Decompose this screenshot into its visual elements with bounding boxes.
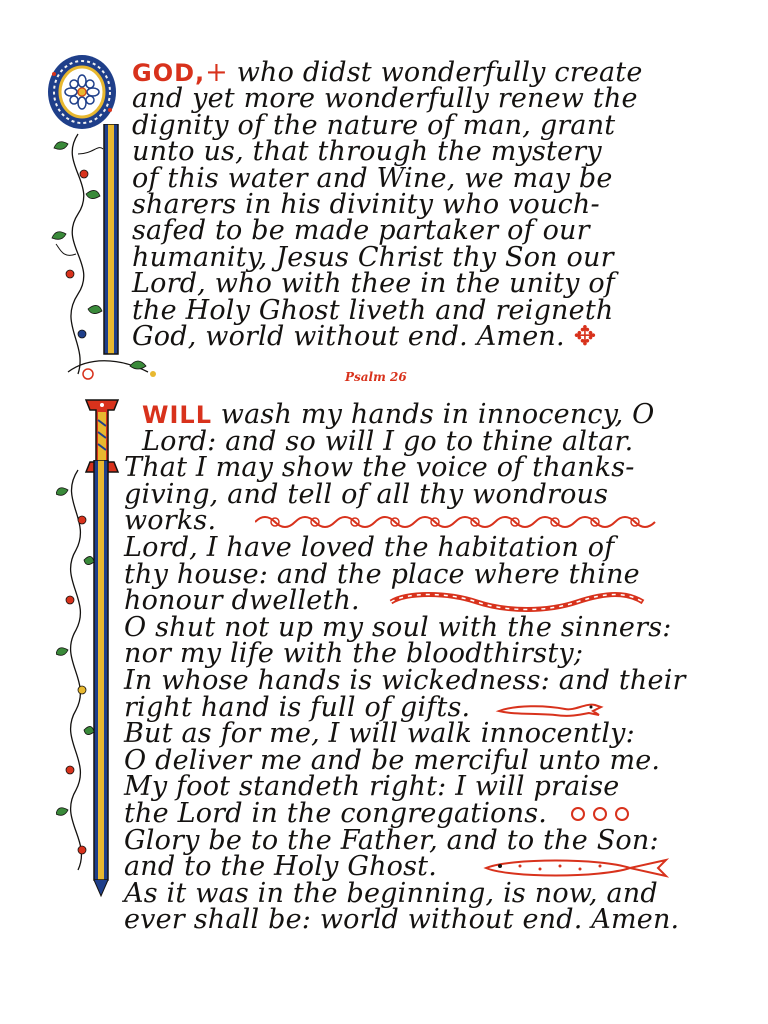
prayer-line: Lord, who with thee in the unity of — [132, 268, 615, 300]
prayer-line: dignity of the nature of man, grant — [132, 109, 616, 141]
psalm-line: and to the Holy Ghost. — [124, 854, 704, 881]
serpent-line-filler — [387, 592, 647, 612]
prayer-line: sharers in his divinity who vouch- — [132, 189, 600, 221]
cross-mark: + — [205, 57, 228, 88]
leaf-icon — [56, 488, 94, 816]
psalm-line: giving, and tell of all thy wondrous — [124, 478, 609, 510]
prayer-line: the Holy Ghost liveth and reigneth — [132, 294, 614, 326]
collect-prayer — [132, 57, 692, 353]
psalm-line: the Lord in the congregations. — [124, 801, 704, 828]
psalm-line: works. — [124, 508, 704, 535]
berry-icon — [66, 170, 88, 338]
fish-line-filler — [480, 856, 670, 880]
psalm-text — [124, 399, 704, 936]
vine-tail — [68, 361, 156, 379]
illuminated-initial-o — [40, 52, 120, 132]
psalm-line: WILL wash my hands in innocency, O — [142, 399, 655, 430]
psalm-line: honour dwelleth. — [124, 588, 704, 615]
prayer-line: safed to be made partaker of our — [132, 215, 590, 247]
psalm-line: In whose hands is wickedness: and their — [124, 664, 686, 696]
psalm-line: thy house: and the place where thine — [124, 558, 640, 590]
psalm-line: Lord, I have loved the habitation of — [124, 531, 615, 563]
prayer-line: humanity, Jesus Christ thy Son our — [132, 241, 614, 273]
spiral-line-filler — [255, 512, 675, 532]
end-mark-icon: ✥ — [573, 321, 597, 353]
vine-border-psalm — [56, 460, 122, 900]
psalm-line: ever shall be: world without end. Amen. — [124, 904, 680, 936]
lizard-line-filler — [495, 697, 605, 719]
psalm-line: O deliver me and be merciful unto me. — [124, 744, 661, 776]
opening-word: GOD, — [132, 59, 206, 87]
prayer-line: God, world without end. Amen. ✥ — [132, 321, 597, 353]
spiral-line-filler — [566, 804, 636, 824]
psalm-line: nor my life with the bloodthirsty; — [124, 638, 584, 670]
psalm-line: O shut not up my soul with the sinners: — [124, 611, 672, 643]
leaf-icon — [52, 142, 102, 314]
berry-icon — [66, 516, 86, 854]
opening-word: WILL — [142, 401, 212, 429]
psalm-line: right hand is full of gifts. — [124, 695, 704, 722]
psalm-line: Glory be to the Father, and to the Son: — [124, 824, 659, 856]
psalm-line: Lord: and so will I go to thine altar. — [142, 425, 634, 457]
psalm-line: That I may show the voice of thanks- — [124, 452, 635, 484]
psalm-reference: Psalm 26 — [345, 370, 407, 384]
psalm-line: My foot standeth right: I will praise — [124, 771, 620, 803]
prayer-line: of this water and Wine, we may be — [132, 162, 613, 194]
prayer-line: unto us, that through the mystery — [132, 136, 602, 168]
prayer-line: and yet more wonderfully renew the — [132, 83, 638, 115]
prayer-line: GOD,+ who didst wonderfully create — [132, 57, 643, 88]
psalm-line: As it was in the beginning, is now, and — [124, 877, 658, 909]
psalm-line: But as for me, I will walk innocently: — [124, 718, 635, 750]
